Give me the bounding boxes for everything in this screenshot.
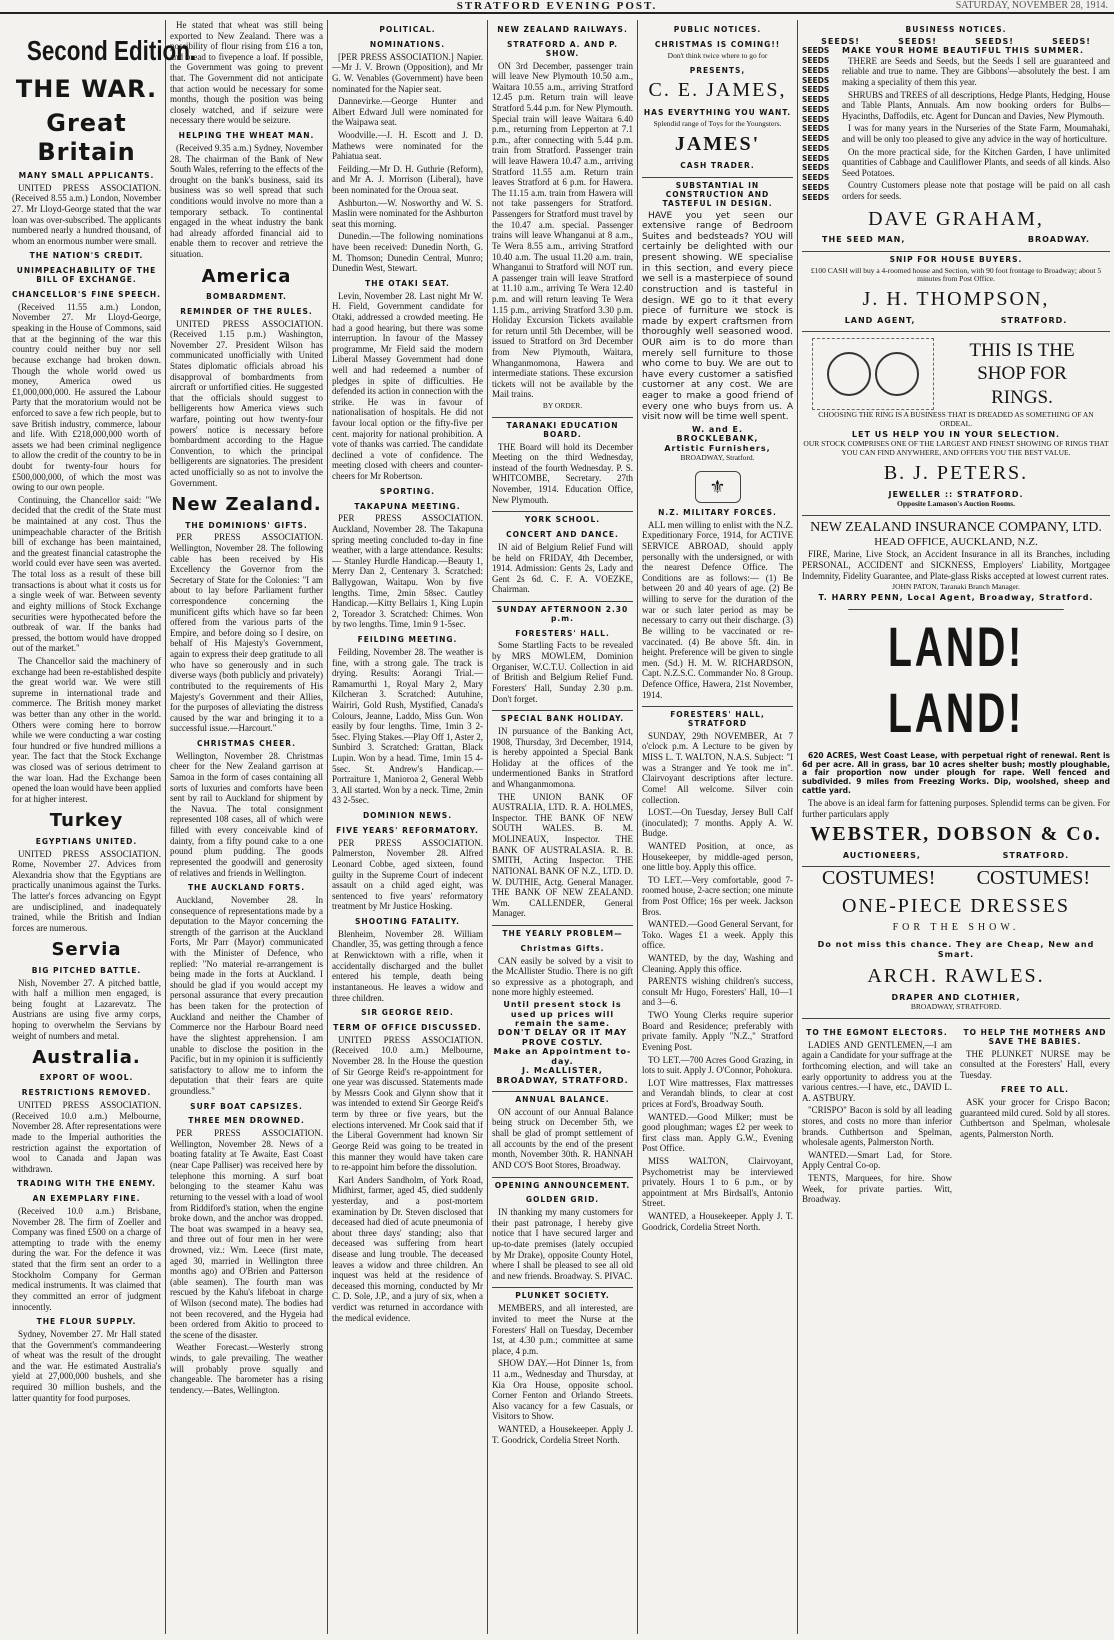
costumes-headline <box>802 866 1110 891</box>
section-heading: N.Z. MILITARY FORCES. <box>658 507 777 517</box>
article-text: UNITED PRESS ASSOCIATION. (Received 10.0 a.m.) Melbourne, November 28. In the House the question of Sir George Reid's re-appointment for one year was discussed. Statements made by Messrs Cook and Glynn show that it was intended to extend Sir George Reid's term by three or five years, but the elections intervened. Mr Cook said that if the Liberal Government had known Sir George Reid was going to be treated in this manner they would have taken care to re-appoint him before the dissolution. <box>332 1034 483 1173</box>
article-text: Karl Anders Sandholm, of York Road, Midhirst, farmer, aged 45, died suddenly yesterday, and a post-mortem examination by Dr. Steven disclosed that deceased had died of acute pneumonia of about three days' standing; also that deceased was suffering from heart disease and lung trouble. The deceased leaves a widow and three children. An inquest was held at the residence of deceased this morning, conducted by Mr C. D. Sole, J.P., and a jury of six, when a verdict was returned in accordance with the medical evidence. <box>332 1174 483 1323</box>
seeds-word: SEEDS <box>802 134 830 144</box>
seeds-label: SEEDS! <box>821 36 860 46</box>
cupid-rings-illustration <box>812 338 934 410</box>
section-heading: FREE TO ALL. <box>1000 1085 1070 1095</box>
classified-ad: LOST.—On Tuesday, Jersey Bull Calf (inoculated); 7 months. Apply A. W. Budge. <box>642 807 793 839</box>
section-heading: STRATFORD A. AND P. SHOW. <box>506 39 619 58</box>
classified-ad: WANTED.—Good Milker; must be good ploughman; wages £2 per week to first class man. Apply G.W., Evening Post Office. <box>642 1111 793 1154</box>
advertiser-address: BROADWAY, STRATFORD. <box>496 1075 629 1085</box>
ad-line: Make an Appointment to-day. <box>493 1047 632 1066</box>
seeds-word: SEEDS <box>802 46 830 56</box>
section-heading: ANNUAL BALANCE. <box>492 1091 633 1105</box>
classified-ad: WANTED, by the day, Washing and Cleaning. Apply this office. <box>642 953 793 974</box>
advertiser-name: W. and E. <box>691 424 744 434</box>
section-heading: EXPORT OF WOOL. <box>39 1073 134 1083</box>
section-heading: EGYPTIANS UNITED. <box>35 836 138 846</box>
notice-text: THE Board will hold its December Meeting on the third Wednesday, instead of the fourth Wednesday. P. S. WHITCOMBE, Secretary. 27th November, 1914. Education Office, New Plymouth. <box>492 441 633 505</box>
ad-line: PRESENTS, <box>689 65 746 75</box>
rings-headline <box>944 339 1100 410</box>
section-heading: TO HELP THE MOTHERS AND SAVE THE BABIES. <box>963 1027 1107 1046</box>
war-heading: THE WAR. <box>15 75 158 104</box>
seeds-banner <box>802 37 1110 46</box>
ad-text: CHOOSING THE RING IS A BUSINESS THAT IS DREADED AS SOMETHING OF AN ORDEAL. <box>818 410 1094 429</box>
ad-line: DON'T DELAY OR IT MAY PROVE COSTLY. <box>497 1028 628 1047</box>
section-heading: THE OTAKI SEAT. <box>365 278 450 288</box>
notice-text: WANTED, a Housekeeper. Apply J. T. Goodrick, Cordelia Street North. <box>492 1424 633 1445</box>
seeds-word: SEEDS <box>802 114 830 124</box>
advertiser-address: BROADWAY, Stratford. <box>680 453 755 463</box>
section-heading: THE AUCKLAND FORTS. <box>187 883 306 893</box>
seeds-word: SEEDS <box>802 182 830 192</box>
ad-line: JEWELLER :: STRATFORD. <box>888 489 1024 499</box>
article-text: Dannevirke.—George Hunter and Albert Edward Jull were nominated for the Waipawa seat. <box>332 96 483 128</box>
article-text: Wellington, November 28. Christmas cheer for the New Zealand garrison at Samoa in the form of cases containing all sorts of luxuries and comforts have been sent by rail to Auckland for shipment by the Navua. The total consignment represented 108 cases, all of which were filled with every conceivable kind of dainty, from a fifty pound cake to a one pound plum pudding. The goods represented the goodwill and generosity of relatives and friends in Wellington. <box>170 750 323 878</box>
ad-footer <box>802 316 1110 325</box>
article-text: PER PRESS ASSOCIATION. Auckland, November 28. The Takapuna spring meeting concluded to-day in fine weather, with a large attendance. Results:— Stanley Hurdle Handicap.—Beauty 1, Merry Dan 2, Centenary 3. Scratched: Ballygowan, Waitapu. Won by five lengths. Time, 2min 58sec. Cautley Handicap.—Kitty Bellairs 1, King Lupin 2, Toreador 3. Scratched: Chimes. Won by two lengths. Time, 1min 9 1-5sec. <box>332 513 483 630</box>
ad-line: FOR THE SHOW. <box>892 922 1020 934</box>
seeds-word: SEEDS <box>802 85 830 95</box>
by-order: BY ORDER. <box>542 401 583 411</box>
ad-line: HEAD OFFICE, AUCKLAND, N.Z. <box>874 536 1038 549</box>
section-heading: SIR GEORGE REID. <box>361 1008 454 1018</box>
column-6 <box>798 20 1114 1634</box>
article-text: Dunedin.—The following nominations have been received: Dunedin North, G. M. Thomson; Dunedin Central, Munro; Dunedin West, Stewart. <box>332 231 483 274</box>
ad-text: £100 CASH will buy a 4-roomed house and Section, with 90 foot frontage to Broadway; about 5 minutes from Post Office. <box>810 265 1102 284</box>
sporting-heading: SPORTING. <box>380 486 435 496</box>
advertiser-name: ARCH. RAWLES. <box>867 965 1045 987</box>
seeds-word: SEEDS <box>802 163 830 173</box>
section-heading: SUNDAY AFTERNOON 2.30 p.m. <box>492 601 633 624</box>
article-text: Continuing, the Chancellor said: "We decided that the credit of the State must be maintained at any cost. Thus the unimpeachable character of the British bill of exchange has been maintained, and the greatest financial catastrophe the world could ever have seen was averted. The total loss as a result of these bill transactions is about what it costs us for a single week of war. Between seventy and eighty millions of Stock Exchange securities were hypothecated before the outbreak of war. If the banks had pressed, the bottom would have dropped out of the market." <box>12 494 161 654</box>
ad-line: THE SEED MAN, <box>822 235 906 245</box>
ring-icon <box>827 352 871 396</box>
seeds-word: SEEDS <box>802 143 830 153</box>
notice-text: WANTED.—Smart Lad, for Store. Apply Central Co-op. <box>802 1149 952 1171</box>
masthead <box>0 0 1114 14</box>
advertiser-name: DAVE GRAHAM, <box>868 207 1044 230</box>
ad-text: Country Customers please note that postage will be paid on all cash orders for seeds. <box>842 180 1110 202</box>
section-heading: REMINDER OF THE RULES. <box>180 306 313 316</box>
advertiser-name: BROCKLEBANK, <box>676 434 759 444</box>
ad-line: BROADWAY. <box>1027 235 1090 245</box>
article-text: (Received 9.35 a.m.) Sydney, November 28. The chairman of the Bank of New South Wales, referring to the effects of the drought on the bank's business, said its business was so well spread that such conditions would involve no more than a temporary setback. To continental engaged in the wheat industry the bank had already afforded financial aid to enable them to recover and retrieve the situation. <box>170 142 323 260</box>
ad-line: HAS EVERYTHING YOU WANT. <box>643 107 792 117</box>
ad-footer <box>802 851 1110 860</box>
ad-text: FIRE, Marine, Live Stock, an Accident Insurance in all its Branches, including PERSONAL, ACCIDENT and SICKNESS, Employers' Liability, Mortgagee Indemnity, Fidelity Guarantee, and Plate-glass Risks accepted at lowest current rates. <box>802 549 1110 581</box>
issue-date: SATURDAY, NOVEMBER 28, 1914. <box>955 0 1108 12</box>
section-heading: SHOOTING FATALITY. <box>355 917 460 927</box>
section-heading: FEILDING MEETING. <box>357 635 458 645</box>
section-heading: BUSINESS NOTICES. <box>905 25 1007 34</box>
section-heading: MANY SMALL APPLICANTS. <box>18 170 155 180</box>
ring-icon <box>875 352 919 396</box>
seeds-word: SEEDS <box>802 192 830 202</box>
bottom-notices <box>802 1018 1110 1207</box>
article-text: Weather Forecast.—Westerly strong winds, to gale prevailing. The weather will probably prove squally and changeable. The barometer has a rising tendency.—Bates, Wellington. <box>170 1342 323 1395</box>
article-text: The Chancellor said the machinery of exchange had been re-established despite the great world war. We were still supreme in international trade and commerce. The British money market was better than any other in the world. Others were coming here to borrow while we were conducting a war costing four hundred or five hundred millions a year. The fact that the Stock Exchange was closed was of serious detriment to the war loan. Had the Exchange been opened the loan would have been applied for at higher interest. <box>12 655 161 804</box>
article-text: Ashburton.—W. Nosworthy and W. S. Maslin were nominated for the Ashburton seat this morning. <box>332 197 483 229</box>
notices-left <box>802 1023 952 1207</box>
ad-footer <box>802 235 1110 244</box>
section-heading: THE DOMINIONS' GIFTS. <box>185 520 308 530</box>
rings-line: SHOP FOR <box>977 363 1067 385</box>
rings-ad-banner <box>802 331 1110 410</box>
rings-line: THIS IS THE <box>969 339 1075 361</box>
ad-line: AUCTIONEERS, <box>842 850 921 860</box>
notice-text: CAN easily be solved by a visit to the McAllister Studio. There is no gift so expressive as a photograph, and none more highly esteemed. <box>492 955 633 998</box>
section-heading: CHRISTMAS IS COMING!! <box>654 39 781 49</box>
classified-ad: TO LET.—700 Acres Good Grazing, in lots to suit. Apply J. O'Connor, Pohokura. <box>642 1054 793 1076</box>
section-heading: NEW ZEALAND RAILWAYS. <box>497 25 628 34</box>
classified-ad: PARENTS wishing children's success, consult Mr Hugo, Foresters' Hall, 10—1 and 3—6. <box>642 976 793 1008</box>
seeds-word: SEEDS <box>802 153 830 163</box>
seeds-column <box>802 46 836 203</box>
ad-text: The above is an ideal farm for fattening purposes. Splendid terms can be given. For further particulars apply <box>802 797 1110 819</box>
edition-heading: Second Edition. <box>26 35 197 66</box>
bank-list: THE UNION BANK OF AUSTRALIA, LTD. R. A. HOLMES, Inspector. THE BANK OF NEW SOUTH WALES. B. M. MOLINEAUX, Inspector. THE BANK OF AUSTRALASIA. R. B. SMITH, Acting Inspector. THE NATIONAL BANK OF N.Z., LTD. D. W. DUTHIE, Actg. General Manager. THE BANK OF NEW ZEALAND. Wm. CALLENDER, General Manager. <box>492 791 633 919</box>
section-heading: GOLDEN GRID. <box>525 1195 600 1205</box>
costumes-label: COSTUMES! <box>976 867 1090 890</box>
ad-line: STRATFORD. <box>1002 850 1070 860</box>
advertiser-name: B. J. PETERS. <box>883 462 1029 485</box>
notice-text: ON account of our Annual Balance being struck on December 5th, we shall be glad of prompt settlement of all accounts by the end of the present month, November 30th. R. HANNAH AND CO'S Boot Stores, Broadway. <box>492 1106 633 1170</box>
seeds-word: SEEDS <box>802 65 830 75</box>
notice-text: MEMBERS, and all interested, are invited to meet the Nurse at the Foresters' Hall on Tuesday, December 1st, at 4.30 p.m.; committee at same place, 4 p.m. <box>492 1303 633 1356</box>
ad-line: Until present stock is used up prices will remain the same. <box>503 1000 622 1028</box>
ad-line: Opposite Lamason's Auction Rooms. <box>897 499 1015 509</box>
coat-of-arms-icon: ⚜ <box>695 471 741 503</box>
ad-text: 620 ACRES, West Coast Lease, with perpetual right of renewal. Rent is 6d per acre. All in grass, bar 10 acres shelter bush; mostly ploughable, a fair proportion now under plough for rape. Well fenced and subdivided. 9 miles from Freezing Works. Dip, woolshed, sheep and cattle yard. <box>802 750 1110 796</box>
column-3 <box>328 20 488 1634</box>
new-zealand-heading: New Zealand. <box>171 494 322 516</box>
notice-text: HAVE you yet seen our extensive range of Bedroom Suites and bedsteads? YOU will certainly be delighted with our present showing. WE specialise in this section, and every piece we sell is a masterpiece of sound construction and is tasteful in design. WE go to it that every piece of furniture we stock is made by expert craftsmen from thoroughly well seasoned wood. OUR aim is to do more than merely sell furniture to those who come to buy. We are out to have every customer a satisfied customer at any cost. We are eager to make a good friend of every one who buys from us. A visit now will be time well spent. <box>642 210 793 423</box>
article-text: Blenheim, November 28. William Chandler, 35, was getting through a fence at Renwicktown with a rifle, when it accidentally discharged and the bullet entered his temple, death being instantaneous. He leaves a widow and three children. <box>332 928 483 1003</box>
classified-ad: TWO Young Clerks require superior Board and Residence; preferably with private family. Apply "N.Z.," Stratford Evening Post. <box>642 1010 793 1052</box>
section-heading: FORESTERS' HALL, STRATFORD <box>642 706 793 729</box>
classified-ad: LOT Wire mattresses, Flax mattresses and Verandah blinds, to clear at cost prices at Ford's, Broadway South. <box>642 1077 793 1109</box>
article-text: (Received 11.55 a.m.) London, November 27. Mr Lloyd-George, speaking in the House of Commons, said that at the beginning of the war this country could neither buy nor sell because exchange had broken down. Though the whole world owed us money, America owed us £1,000,000,000. He assured the Labour Party that the moratorium would not be enforced to save a few rich people, but to save British industry, commerce, labour and life. With £218,000,000 worth of assets we had been criminal negligence to allow the credit of the country to be in doubt for twenty-four hours for £500,000,000, of which the most was owing to our own people. <box>12 301 161 493</box>
notice-text: ON 3rd December, passenger train will leave New Plymouth 10.50 a.m., Waitara 10.55 a.m., arriving Stratford 12.45 p.m. Return train will leave Stratford 5.44 p.m. for New Plymouth. Special train will leave Waitara 6.40 p.m., returning from Lepperton at 7.1 p.m., after connecting with 5.44 p.m. train from Stratford. Passenger train will leave Hawera 10.47 a.m., arriving Stratford 11.55 a.m. Return train leaves Stratford at 6 p.m. for Hawera. The 11.15 a.m. train from Hawera will not take passengers for Stratford. Passengers for Stratford must travel by the 10.47 a.m. special. Passenger trains will leave Whanganui at 8 a.m., Te Wera 8.55 a.m., arriving Stratford 10.40 a.m. The usual 11.20 a.m. train, Whanganui to Stratford will NOT run. A passenger train will leave Stratford at 11.10 a.m., arriving Te Wera 12.40 p.m. and will return leaving Te Wera 1.15 p.m., arriving Stratford 3.30 p.m. Holiday Excursion Tickets available for return until 5th December, will be issued to Stratford on 3rd December from New Plymouth, Waitara, Whanganmomona, Hawera and intermediate stations. These excursion tickets will not be available by the Mail trains. <box>492 60 633 400</box>
seeds-ad <box>802 46 1110 203</box>
section-heading: HELPING THE WHEAT MAN. <box>178 131 315 141</box>
section-heading: SUBSTANTIAL IN CONSTRUCTION AND TASTEFUL IN DESIGN. <box>642 177 793 209</box>
section-heading: BIG PITCHED BATTLE. <box>31 965 142 975</box>
article-text: Feilding.—Mr D. H. Guthrie (Reform), and Mr A. J. Morrison (Liberal), have been nominated for the Oroua seat. <box>332 163 483 195</box>
section-heading: AN EXEMPLARY FINE. <box>32 1194 141 1204</box>
section-heading: NOMINATIONS. <box>369 39 446 49</box>
ad-line: STRATFORD. <box>1000 315 1068 325</box>
column-4 <box>488 20 638 1634</box>
ad-line: CASH TRADER. <box>680 161 755 171</box>
ad-line: T. HARRY PENN, Local Agent, Broadway, Stratford. <box>818 593 1094 603</box>
column-1 <box>8 20 197 1634</box>
article-text: UNITED PRESS ASSOCIATION. (Received 8.55 a.m.) London, November 27. Mr Lloyd-George stated that the war loan was over-subscribed. The applicants numbered nearly a hundred thousand, of whom an enormous number were small. <box>12 182 161 246</box>
classified-ad: WANTED.—Good General Servant, for Toko. Wages £1 a week. Apply this office. <box>642 919 793 951</box>
seeds-word: SEEDS <box>802 104 830 114</box>
ad-line: Do not miss this chance. They are Cheap, New and Smart. <box>817 940 1095 959</box>
article-text: Woodville.—J. H. Escott and J. D. Mathews were nominated for the Pahiatua seat. <box>332 129 483 162</box>
section-heading: FIVE YEARS' REFORMATORY. <box>336 825 479 835</box>
article-text: UNITED PRESS ASSOCIATION. (Received 1.15 p.m.) Washington, November 27. President Wilson has communicated unofficially with United States diplomatic officials abroad his disapproval of bombardments from aircraft or unfortified cities. He suggested that the officials should suggest to belligerents how America views such warfare, pointing out how twenty-four powers' notice is necessary before bombardment according to the Hague Convention, to which the principal belligerents are signatories. The president acted unofficially so as not to involve the Government. <box>170 318 323 488</box>
section-heading: SURF BOAT CAPSIZES. <box>190 1101 303 1111</box>
section-heading: THE YEARLY PROBLEM— <box>492 925 633 939</box>
section-heading: TO THE EGMONT ELECTORS. <box>806 1027 948 1037</box>
section-heading: BOMBARDMENT. <box>206 291 287 301</box>
article-text: PER PRESS ASSOCIATION. Palmerston, November 28. Alfred Leonard Cobbe, aged sixteen, found guilty in the Supreme Court of indecent assault on a child aged eight, was sentenced to five years' reformatory treatment by Mr Justice Hosking. <box>332 837 483 912</box>
advertiser-name: J. H. THOMPSON, <box>862 288 1050 311</box>
section-heading: UNIMPEACHABILITY OF THE BILL OF EXCHANGE. <box>16 266 157 285</box>
classified-ad: WANTED Position, at once, as Housekeeper, by middle-aged person, one little boy. Apply this office. <box>642 840 793 873</box>
section-heading: TERM OF OFFICE DISCUSSED. <box>333 1022 482 1032</box>
column-2 <box>166 20 328 1634</box>
ad-line: Artistic Furnishers, <box>664 443 771 453</box>
article-text: (Received 10.0 a.m.) Brisbane, November 28. The firm of Zoeller and Company was fined £500 on a charge of attempting to trade with the enemy during the war. For the defence it was stated that the firm sent an order to a Stockholm Company for German medical instruments. It was claimed that they committed an error of judgment innocently. <box>12 1206 161 1312</box>
notice-text: IN pursuance of the Banking Act, 1908, Thursday, 3rd December, 1914, is hereby appointed a Special Bank Holiday at the offices of the undermentioned Banks in Stratford and Whanganmomona. <box>492 725 633 790</box>
section-heading: TAKAPUNA MEETING. <box>354 501 461 511</box>
advertiser-name: JAMES' <box>674 132 761 155</box>
article-text: PER PRESS ASSOCIATION. Wellington, November 28. News of a boating fatality at Te Awaite, East Coast (near Cape Palliser) was received here by telephone this morning. A surf boat belonging to the steamer Kahu was returning to the vessel with a load of wool from Riddiford's station, when the engine broke down, and the anchor was dropped. The boat was swamped in a heavy sea, and three out of four men in her were drowned, viz.: Wm. Leece (first mate, aged 30, married in Wellington three months ago) and O'Brien and Patterson (able seamen). The fourth man was rescued by the Kahu's lifeboat in charge of Wilson (second mate). The bodies had not been recovered, and the Hygeia had been ordered from Akitio to proceed to the scene of the disaster. <box>170 1128 323 1340</box>
costumes-label: COSTUMES! <box>822 867 936 890</box>
advertiser-name: C. E. JAMES, <box>648 79 787 102</box>
article-text: PER PRESS ASSOCIATION. Wellington, November 28. The following cable has been received by His Excellency the Governor from the Secretary of State for the Colonies: "I am about to lay before Parliament further correspondence concerning the munificent gifts which have so far been offered from the various parts of the Empire, and before doing so I desire, on behalf of His Majesty's Government, again to express their deep gratitude to all who have so generously and in such diverse ways (both publicly and privately) contributed to the requirements of His Majesty's Government and their Allies, for the purposes of alleviating the distress caused by the war and bringing it to a successful issue.—Harcourt." <box>170 532 323 734</box>
notice-text: ALL men willing to enlist with the N.Z. Expeditionary Force, 1914, for ACTIVE SERVICE ABROAD, should apply personally with the undersigned, or with the nearest Defence Office. The Conditions are as follows:— (1) Be between 20 and 40 years of age. (2) Be willing to serve for the duration of the war or such later period as may be necessary to carry out their discharge. (3) Be willing to be vaccinated or re-vaccinated. (4) Be above 5ft. 4in. in height. Preference will be given to single men. (Sd.) H. M. W. RICHARDSON, Capt. N.Z.S.C. Commander No. 8 Group. Defence Office, Hawera, 21st November, 1914. <box>642 519 793 700</box>
ad-line: JOHN PATON, Taranaki Branch Manager. <box>892 582 1020 592</box>
section-heading: CHANCELLOR'S FINE SPEECH. <box>12 290 161 299</box>
section-heading: PLUNKET SOCIETY. <box>492 1287 633 1301</box>
classified-ad: WANTED, a Housekeeper. Apply J. T. Goodrick, Cordelia Street North. <box>642 1211 793 1232</box>
article-text: UNITED PRESS ASSOCIATION. (Received 10.0 a.m.) Melbourne, November 28. After representations were made to the Imperial authorities the restriction against the exportation of wool to Canada and Japan was withdrawn. <box>12 1100 161 1174</box>
section-heading: YORK SCHOOL. <box>492 511 633 525</box>
section-heading: SNIP FOR HOUSE BUYERS. <box>802 251 1110 265</box>
seeds-label: SEEDS! <box>975 36 1014 46</box>
ad-line: Don't think twice where to go for <box>667 50 768 60</box>
america-heading: America <box>201 265 292 287</box>
newspaper-title: STRATFORD EVENING POST. <box>456 0 658 12</box>
notices-right <box>960 1023 1110 1207</box>
seeds-word: SEEDS <box>802 56 830 66</box>
notice-text: THE PLUNKET NURSE may be consulted at the Foresters' Hall, every Tuesday. <box>960 1048 1110 1080</box>
seeds-body <box>842 46 1110 203</box>
section-heading: RESTRICTIONS REMOVED. <box>21 1088 152 1098</box>
section-heading: CHRISTMAS CHEER. <box>197 738 296 748</box>
section-heading: FORESTERS' HALL. <box>515 628 610 638</box>
section-heading: TRADING WITH THE ENEMY. <box>17 1179 156 1189</box>
ad-text: OUR STOCK COMPRISES ONE OF THE LARGEST AND FINEST SHOWING OF RINGS THAT YOU CAN FIND ANYWHERE, AND OFFERS YOU THE BEST VALUE. <box>803 439 1109 458</box>
advertiser-name: NEW ZEALAND INSURANCE COMPANY, LTD. <box>802 515 1110 537</box>
ad-line: LAND AGENT, <box>844 315 916 325</box>
ad-text: I was for many years in the Nurseries of the State Farm, Moumahaki, and will be only too pleased to give any advice in the way of horticulture. <box>842 123 1110 144</box>
rings-line: RINGS. <box>991 387 1053 409</box>
column-5 <box>638 20 798 1634</box>
article-text: Auckland, November 28. In consequence of representations made by a deputation to the Mayor concerning the strength of the garrison at the Auckland Forts, Mr Parr (Mayor) communicated with the Minister of Defence, who replied: "No material re-arrangement is being made in the forts at Auckland. I should be glad if you would accept my personal assurance that every precaution has been taken for the protection of Auckland and neither the Chamber of Commerce nor the Harbour Board need have the slightest apprehension. I am unable to disclose the position in the Pacific, but in my opinion it is sufficiently satisfactory to allow me to inform the deputation that their fears are quite groundless." <box>170 894 323 1096</box>
section-heading: POLITICAL. <box>379 25 436 34</box>
turkey-heading: Turkey <box>49 810 124 832</box>
article-text: He stated that wheat was still being exported to New Zealand. There was a possibility of flour rising from £16 a ton, and bread to fivepence a loaf. If possible, the Government was going to prevent that. The Government did not anticipate that action would be necessary for some months, though the position was being closely watched, and if seizure were necessary there would be seizure. <box>170 20 323 126</box>
section-heading: THREE MEN DROWNED. <box>188 1116 305 1126</box>
article-text: Sydney, November 27. Mr Hall stated that the Government's commandeering of wheat was the result of the drought and the war. He estimated Australia's yield at 27,000,000 bushels, and she required 30 million bushels, and the latter quantity for food purposes. <box>12 1328 161 1403</box>
section-heading: SPECIAL BANK HOLIDAY. <box>492 710 633 724</box>
article-text: Feilding, November 28. The weather is fine, with a strong gale. The track is drying. Results: Aorangi Trial.—Ramamurthi 1, Royal Mary 2, Mary Kilcheran 3. Scratched: Autuhine, Wairiri, Gold Rush, Mystified, Canada's Colours, Jeanne, Laddo, Miss Gun. Won easily by four lengths. Time, 1min 3 2-5sec. Flying Stakes.—Play Off 1, Aster 2, Sunbird 3. Scratched: Grattan, Black Lupin. Won by a head. Time, 1min 15 4-5sec. St. Andrew's Handicap.—Portraiture 1, Manioroa 2, General Webb 3. All started. Won by a neck. Time, 2min 43 2-5sec. <box>332 646 483 806</box>
ad-text: THERE are Seeds and Seeds, but the Seeds I sell are guaranteed and reliable and true to name. They are Gibbons'—absolutely the best. I am making a speciality of them this year. <box>842 55 1110 87</box>
advertiser-name: J. McALLISTER, <box>522 1066 603 1076</box>
ad-line: DRAPER AND CLOTHIER, <box>891 992 1021 1002</box>
servia-heading: Servia <box>51 939 122 961</box>
classified-ad: TO LET.—Very comfortable, good 7-roomed house, 2-acre section; one minute from Post Office; 16s per week. Jackson Bros. <box>642 874 793 917</box>
article-text: Levin, November 28. Last night Mr W. H. Field, Government candidate for Otaki, addressed a crowded meeting. He had a good hearing, but there was some interruption. In favour of the Massey programme, Mr Field said the modern Liberal Massey Government had done well and had redeemed a number of pledges in spite of difficulties. He defended its action in connection with the strike. He was in favour of nationalisation of hospitals. He did not favour local option or the fifty-five per cent. majority for national prohibition. A vote of thanks was carried. The candidate declined a vote of confidence. The meeting closed with cheers and counter-cheers for Mr Robertson. <box>332 290 483 482</box>
article-text: [PER PRESS ASSOCIATION.] Napier.—Mr J. V. Brown (Opposition), and Mr G. W. Venables (Government) have been nominated for the Napier seat. <box>332 51 483 94</box>
ad-headline: ONE-PIECE DRESSES <box>842 894 1070 917</box>
seeds-word: SEEDS <box>802 95 830 105</box>
section-heading: TARANAKI EDUCATION BOARD. <box>492 417 633 440</box>
section-heading: Christmas Gifts. <box>520 943 605 953</box>
ad-line: BROADWAY, STRATFORD. <box>910 1002 1002 1012</box>
notice-text: SHOW DAY.—Hot Dinner 1s, from 11 a.m., Wednesday and Thursday, at Kia Ora House, opposite school. Corner Fenton and Orlando Streets. Also vacancy for a few Casuals, or Visitors to Show. <box>492 1358 633 1422</box>
section-heading: DOMINION NEWS. <box>362 811 453 821</box>
ad-line: MAKE YOUR HOME BEAUTIFUL THIS SUMMER. <box>842 46 1085 56</box>
notice-text: "CRISPO" Bacon is sold by all leading stores, and costs no more than inferior brands. Cuthbertson and Spelman, wholesale agents, Palmerston North. <box>802 1105 952 1148</box>
land-headline: LAND! LAND! <box>848 609 1064 746</box>
notice-text: Some Startling Facts to be revealed by MRS MOWLEM, Dominion Organiser, W.C.T.U. Collection in aid of British and Belgium Relief Fund. Foresters' Hall, Sunday 2.30 p.m. Don't forget. <box>492 640 633 704</box>
seeds-label: SEEDS! <box>898 36 937 46</box>
ad-line: LET US HELP YOU IN YOUR SELECTION. <box>851 429 1061 439</box>
seeds-word: SEEDS <box>802 173 830 183</box>
ad-line: Splendid range of Toys for the Youngsters. <box>653 118 782 128</box>
notice-text: SUNDAY, 29th NOVEMBER, At 7 o'clock p.m. A Lecture to be given by MISS L. T. WALTON, N.A.S. Subject: "I was a Stranger and Ye took me in". Clairvoyant descriptions after lecture. Come! All welcome. Silver coin collection. <box>642 730 793 805</box>
advertiser-name: WEBSTER, DOBSON & Co. <box>810 823 1102 846</box>
article-text: Nish, November 27. A pitched battle, with half a million men engaged, is being fought at Lazarevatz. The Austrians are using five army corps, hoping to overwhelm the Servians by weight of numbers and metal. <box>12 977 161 1041</box>
notice-text: ASK your grocer for Crispo Bacon; guaranteed mild cured. Sold by all stores. Cuthbertson and Spelman, wholesale agents, Palmerston North. <box>960 1097 1110 1140</box>
seeds-word: SEEDS <box>802 75 830 85</box>
notice-text: IN aid of Belgium Relief Fund will be held on FRIDAY, 4th December, 1914. Admission: Gents 2s, Lady and Gent 2s 6d. C. F. A. VOEZKE, Chairman. <box>492 541 633 595</box>
notice-text: IN thanking my many customers for their past patronage, I hereby give notice that I have secured larger and up-to-date premises (lately occupied by Mr Drake), opposite County Hotel, where I shall be pleased to see all old and new friends. Broadway. S. PIVAC. <box>492 1207 633 1281</box>
section-heading: OPENING ANNOUNCEMENT. <box>492 1177 633 1191</box>
section-heading: THE NATION'S CREDIT. <box>29 251 144 261</box>
ad-text: SHRUBS and TREES of all descriptions, Hedge Plants, Hedging, House and Table Plants, Annuals. Am now booking orders for Bulbs—Hyacinths, Daffodils, etc. Agent for Duncan and Davies, New Plymouth. <box>842 89 1110 121</box>
section-heading: THE FLOUR SUPPLY. <box>36 1317 137 1327</box>
seeds-word: SEEDS <box>802 124 830 134</box>
ad-text: On the more practical side, for the Kitchen Garden, I have unlimited quantities of Cabbage and Cauliflower Plants, and seeds of all kinds. Also Seed Potatoes. <box>842 146 1110 178</box>
australia-heading: Australia. <box>32 1047 141 1069</box>
notice-text: LADIES AND GENTLEMEN,—I am again a Candidate for your suffrage at the forthcoming election, and will take an early opportunity to address you at the various centres.—I have, etc., DAVID L. A. ASTBURY. <box>802 1039 952 1103</box>
article-text: UNITED PRESS ASSOCIATION. Rome, November 27. Advices from Alexandria show that the Egyptians are practically unanimous against the Turks. The latter's forces advancing on Egypt are undisciplined, and inadequately trained, while the British and Indian forces are numerous. <box>12 848 161 933</box>
classified-ad: MISS WALTON, Clairvoyant, Psychometrist may be interviewed privately. Hours 1 to 6 p.m., or by appointment at Mrs Birdsall's, Antonio Street. <box>642 1156 793 1209</box>
notice-text: TENTS, Marquees, for hire. Show Week, for private parties. Witt, Broadway. <box>802 1173 952 1205</box>
section-heading: PUBLIC NOTICES. <box>673 25 762 34</box>
britain-heading: Great Britain <box>37 109 136 166</box>
section-heading: CONCERT AND DANCE. <box>506 530 619 540</box>
seeds-label: SEEDS! <box>1052 36 1091 46</box>
